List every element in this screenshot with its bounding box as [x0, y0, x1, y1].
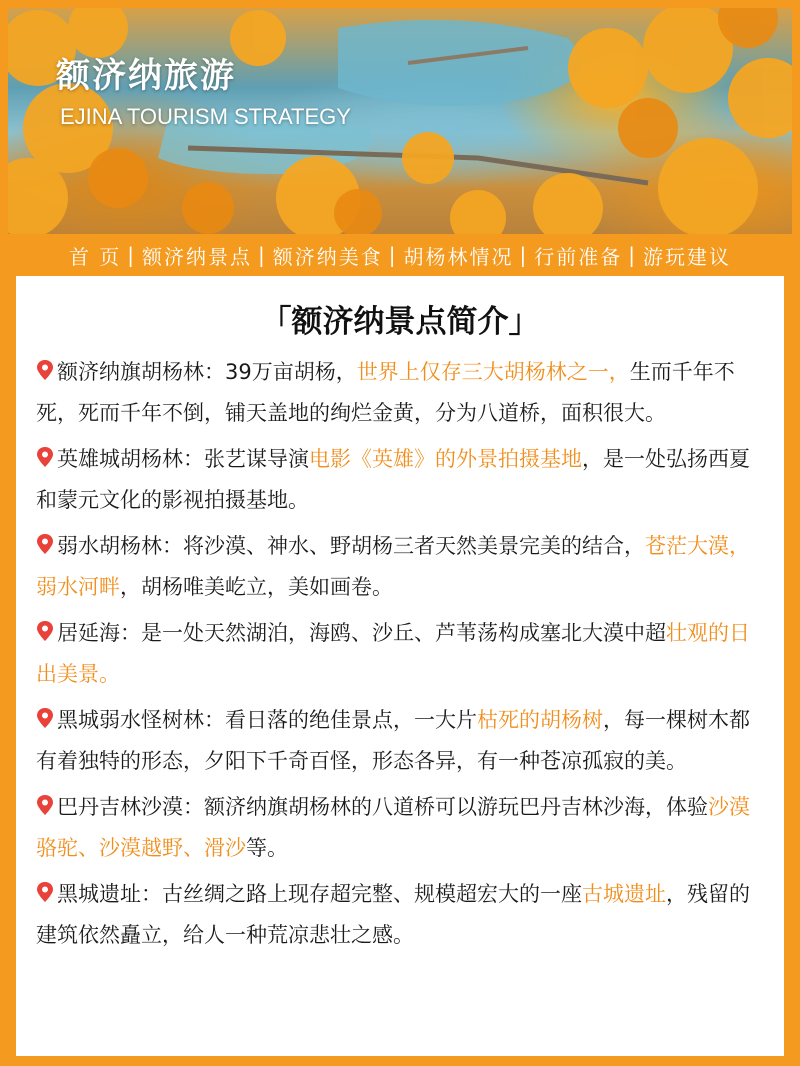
item-text: 居延海：是一处天然湖泊，海鸥、沙丘、芦苇荡构成塞北大漠中超 [57, 621, 666, 645]
map-pin-icon [36, 354, 54, 376]
item-text: 英雄城胡杨林：张艺谋导演 [57, 447, 309, 471]
item-highlight: 世界上仅存三大胡杨林之一， [356, 360, 630, 384]
item-highlight: 枯死的胡杨树 [477, 708, 603, 732]
top-navigation [0, 236, 800, 274]
item-highlight: 沙漠骆驼、沙漠越野、滑沙 [36, 795, 750, 860]
attraction-item-badain-jaran [36, 787, 766, 869]
item-text: 巴丹吉林沙漠：额济纳旗胡杨林的八道桥可以游玩巴丹吉林沙海，体验 [57, 795, 708, 819]
map-pin-icon [36, 528, 54, 550]
hero-subtitle: EJINA TOURISM STRATEGY [60, 104, 351, 129]
attraction-item-juyan-lake [36, 613, 766, 695]
attraction-item-ejina-poplar-forest [36, 352, 766, 434]
nav-separator: | [258, 243, 267, 267]
item-highlight: 古城遗址 [582, 882, 666, 906]
item-highlight: 电影《英雄》的外景拍摄基地 [309, 447, 582, 471]
attraction-item-hero-city [36, 439, 766, 521]
attraction-list [36, 352, 766, 961]
section-heading: 「额济纳景点简介」 [260, 304, 540, 340]
item-text: ，残留的建筑依然矗立，给人一种荒凉悲壮之感。 [36, 882, 750, 947]
item-text: 等。 [246, 836, 288, 860]
attraction-item-ruoshui [36, 526, 766, 608]
attraction-item-strange-forest [36, 700, 766, 782]
nav-item-attractions[interactable]: 额济纳景点 [142, 244, 253, 269]
hero-title: 额济纳旅游 [56, 56, 236, 96]
map-pin-icon [36, 876, 54, 898]
item-highlight: 苍茫大漠，弱水河畔 [36, 534, 750, 599]
nav-item-home[interactable]: 首 页 [68, 244, 122, 269]
nav-separator: | [519, 243, 529, 267]
hero-banner [8, 8, 792, 234]
item-text: ，胡杨唯美屹立，美如画卷。 [120, 575, 393, 599]
item-text: ，每一棵树木都有着独特的形态，夕阳下千奇百怪，形态各异，有一种苍凉孤寂的美。 [36, 708, 750, 773]
item-text: 黑城弱水怪树林：看日落的绝佳景点，一大片 [57, 708, 477, 732]
attraction-item-black-city-ruins [36, 874, 766, 956]
map-pin-icon [36, 702, 54, 724]
item-text: ，是一处弘扬西夏和蒙元文化的影视拍摄基地。 [36, 447, 750, 512]
nav-item-suggestions[interactable]: 游玩建议 [643, 244, 732, 269]
nav-item-food[interactable]: 额济纳美食 [272, 244, 383, 269]
item-highlight: 壮观的日出美景。 [36, 621, 750, 686]
map-pin-icon [36, 789, 54, 811]
map-pin-icon [36, 615, 54, 637]
nav-separator: | [127, 243, 137, 267]
content-card [16, 276, 784, 1056]
item-text: 黑城遗址：古丝绸之路上现存超完整、规模超宏大的一座 [57, 882, 582, 906]
item-text: 生而千年不死，死而千年不倒，铺天盖地的绚烂金黄，分为八道桥，面积很大。 [36, 360, 735, 425]
nav-separator: | [388, 243, 398, 267]
nav-item-poplar-forest[interactable]: 胡杨林情况 [403, 244, 514, 269]
map-pin-icon [36, 441, 54, 463]
item-text: 弱水胡杨林：将沙漠、神水、野胡杨三者天然美景完美的结合， [57, 534, 645, 558]
nav-item-preparation[interactable]: 行前准备 [534, 244, 623, 269]
nav-separator: | [628, 243, 638, 267]
item-text: 额济纳旗胡杨林：39万亩胡杨， [57, 360, 357, 384]
